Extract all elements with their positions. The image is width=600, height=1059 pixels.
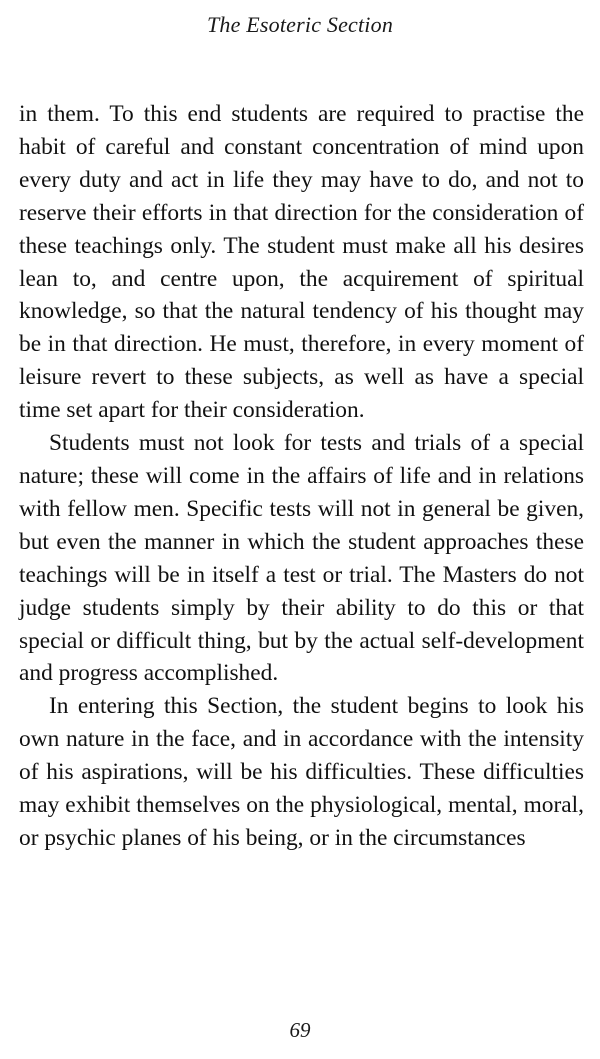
paragraph-2: Students must not look for tests and trials of a special nature; these will come in the affairs of life and in relations with fellow men. Specific tests will not in general be given, but even the manner in which the student approaches these teachings will be in itself a test or trial. The Masters do not judge students simply by their ability to do this or that special or difficult thing, but by the actual self-development and progress accomplished. bbox=[19, 430, 584, 687]
running-header: The Esoteric Section bbox=[206, 12, 394, 37]
paragraph-1: in them. To this end students are required to practise the habit of careful and constant concentration of mind upon every duty and act in life they may have to do, and not to reserve their efforts in that direction for the consideration of these teachings only. The student must make all his desires lean to, and centre upon, the acquirement of spiritual knowledge, so that the natural tendency of his thought may be in that direction. He must, therefore, in every moment of leisure revert to these subjects, as well as have a special time set apart for their consideration. bbox=[19, 101, 584, 424]
paragraph-3: In entering this Section, the student begins to look his own nature in the face, and in accordance with the intensity of his aspirations, will be his difficulties. These difficulties may exhibit themselves on the physiological, mental, moral, or psychic planes of his being, or in the circumstances bbox=[19, 693, 584, 851]
body-text bbox=[19, 98, 584, 855]
page-number: 69 bbox=[289, 1018, 311, 1042]
